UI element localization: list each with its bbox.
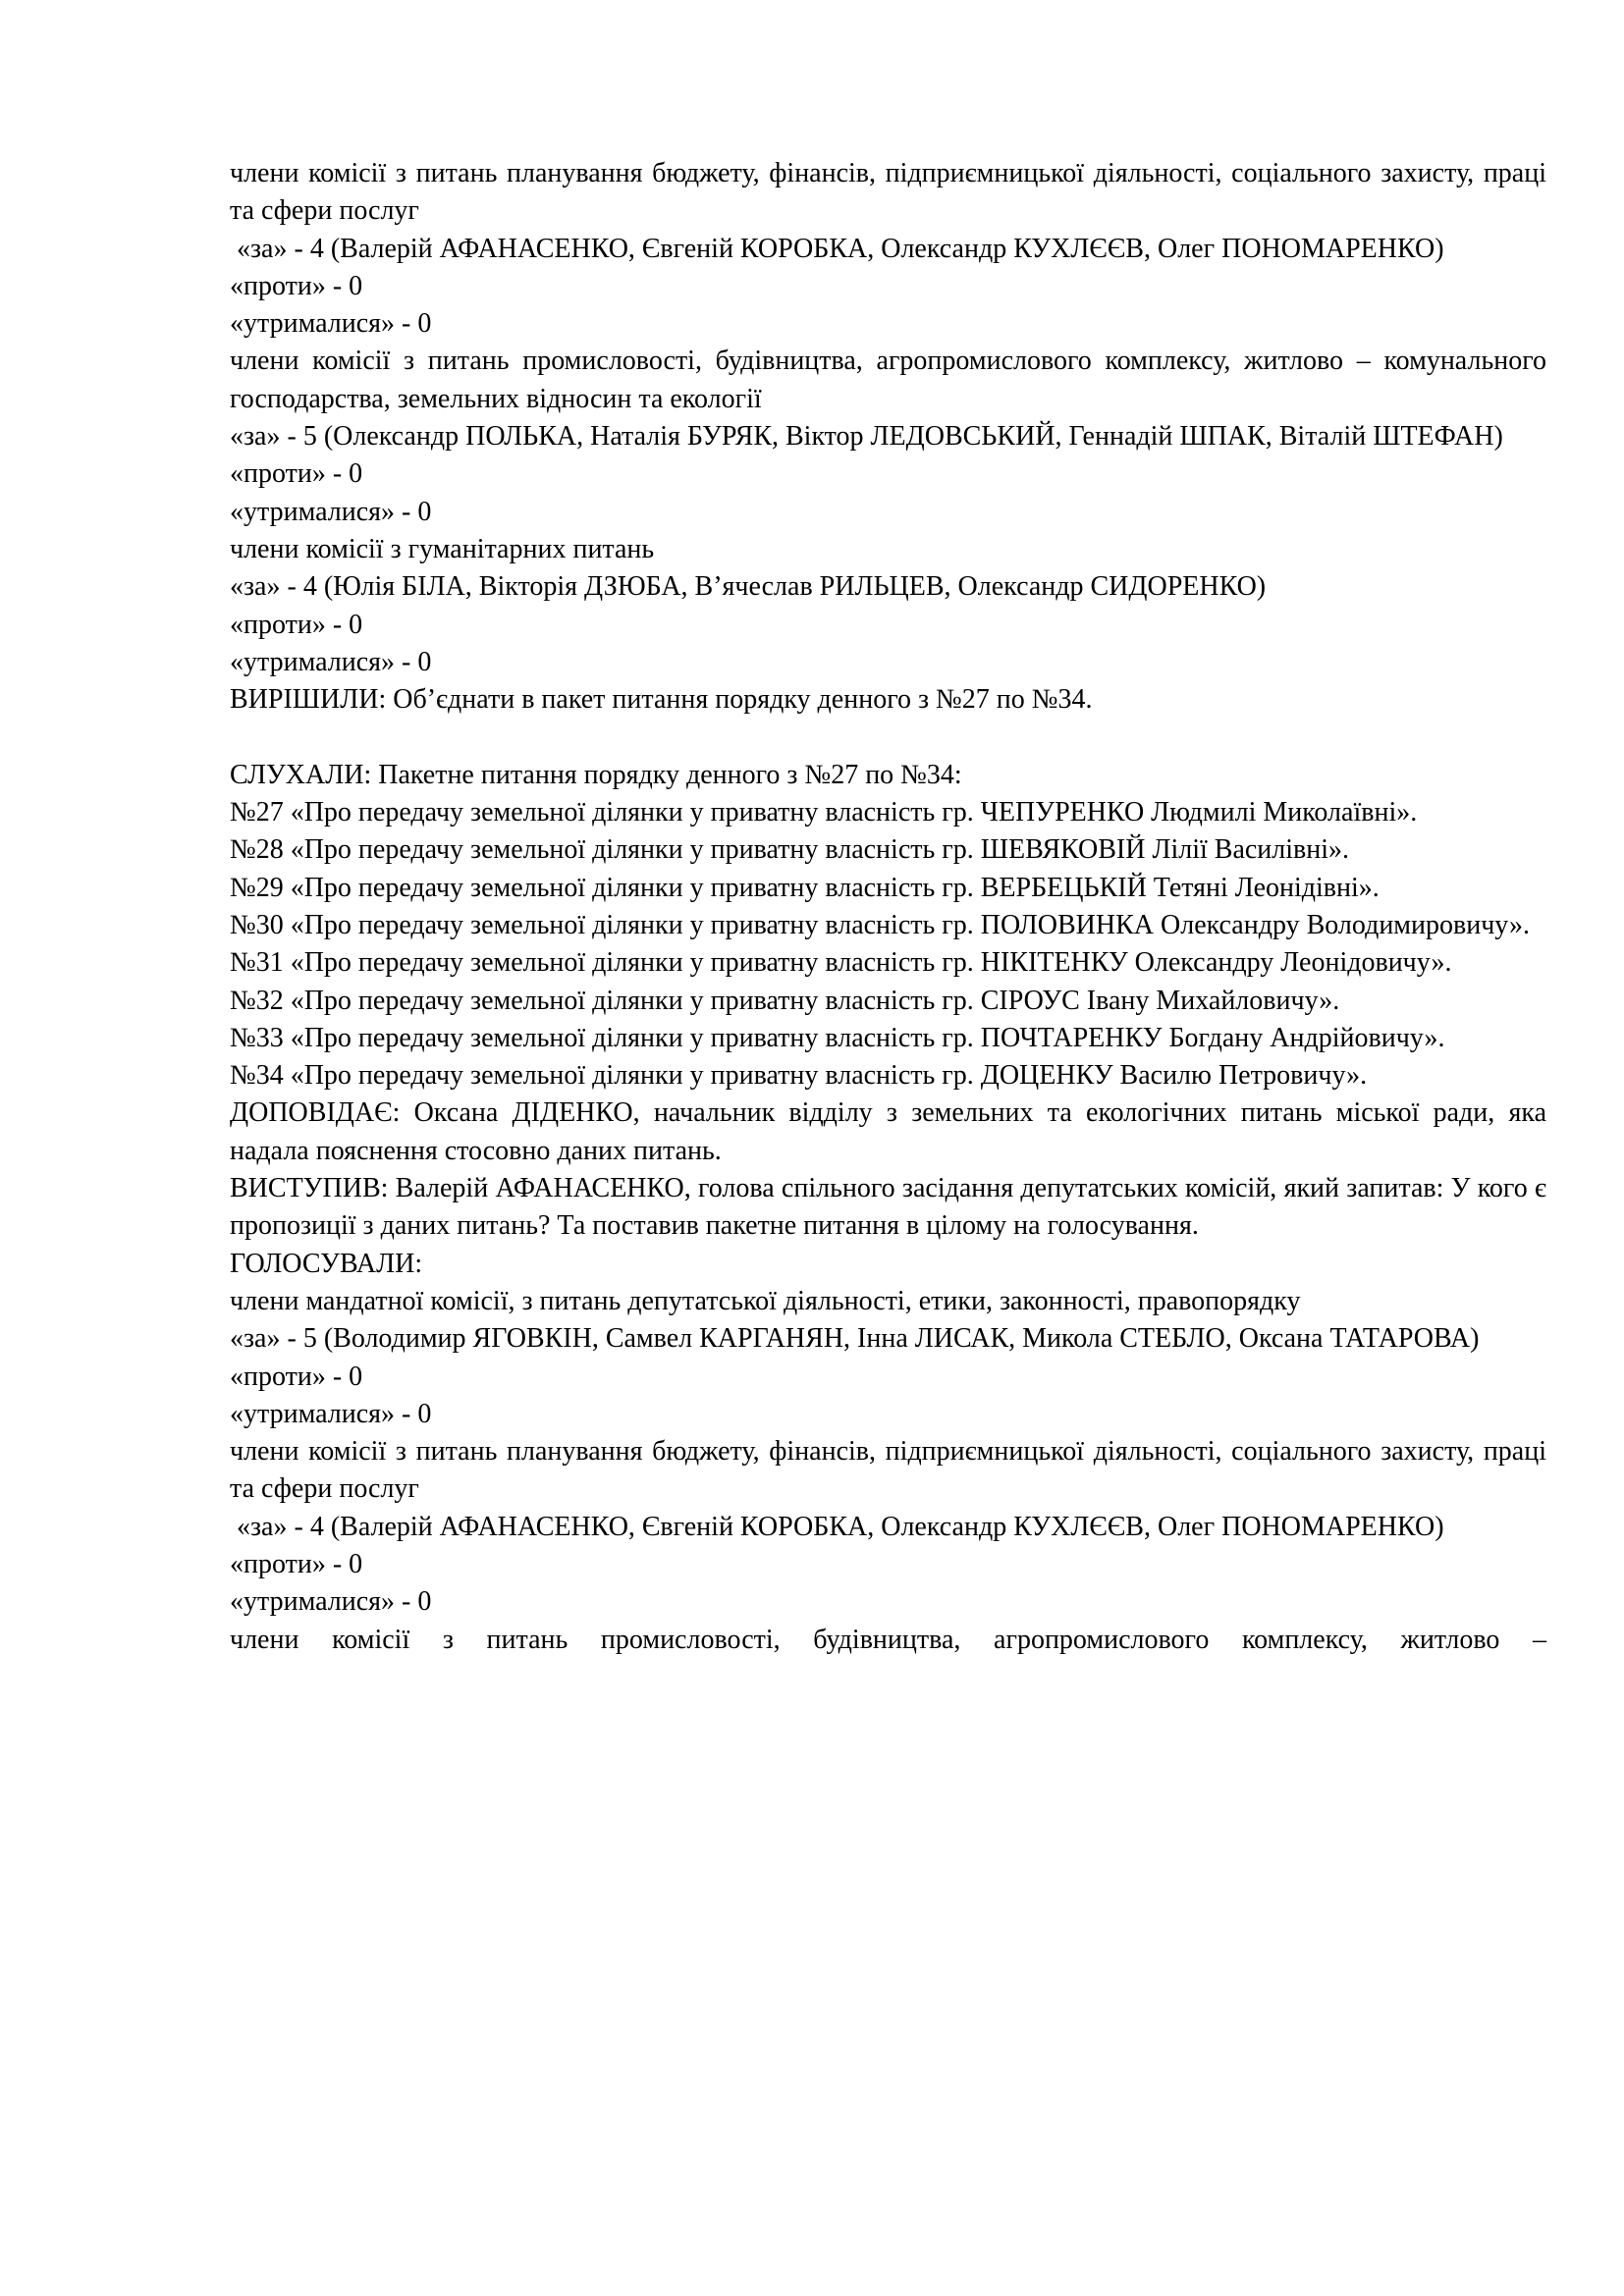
paragraph: «проти» - 0 [230, 458, 363, 490]
paragraph: ГОЛОСУВАЛИ: [230, 1248, 423, 1279]
paragraph: ВИСТУПИВ: Валерій АФАНАСЕНКО, голова спільного засідання депутатських комісій, який запитав: У кого є пропозиції з даних питань? Та поставив пакетне питання в цілому на голосування. [230, 1173, 1546, 1242]
paragraph: СЛУХАЛИ: Пакетне питання порядку денного з №27 по №34: [230, 759, 962, 790]
paragraph: члени комісії з питань планування бюджету, фінансів, підприємницької діяльності, соціального захисту, праці та сфери послуг [230, 158, 1546, 227]
paragraph: «за» - 4 (Юлія БІЛА, Вікторія ДЗЮБА, В’ячеслав РИЛЬЦЕВ, Олександр СИДОРЕНКО) [230, 571, 1267, 603]
paragraph: «за» - 4 (Валерій АФАНАСЕНКО, Євгеній КОРОБКА, Олександр КУХЛЄЄВ, Олег ПОНОМАРЕНКО) [230, 233, 1444, 264]
paragraph: «утрималися» - 0 [230, 496, 432, 527]
paragraph: ДОПОВІДАЄ: Оксана ДІДЕНКО, начальник відділу з земельних та екологічних питань міської ради, яка надала пояснення стосовно даних питань. [230, 1097, 1546, 1166]
paragraph: «за» - 5 (Олександр ПОЛЬКА, Наталія БУРЯК, Віктор ЛЕДОВСЬКИЙ, Геннадій ШПАК, Віталій ШТЕФАН) [230, 421, 1503, 453]
paragraph: №29 «Про передачу земельної ділянки у приватну власність гр. ВЕРБЕЦЬКІЙ Тетяні Леонідівні». [230, 872, 1380, 903]
paragraph: №32 «Про передачу земельної ділянки у приватну власність гр. СІРОУС Івану Михайловичу». [230, 985, 1340, 1016]
paragraph: члени комісії з питань промисловості, будівництва, агропромислового комплексу, житлово – комунального господарства, земельних відносин та екології [230, 346, 1546, 414]
paragraph: «утрималися» - 0 [230, 1398, 432, 1429]
paragraph: «проти» - 0 [230, 1361, 363, 1392]
paragraph: «проти» - 0 [230, 609, 363, 640]
paragraph: «проти» - 0 [230, 270, 363, 301]
blank-line [230, 719, 1546, 756]
paragraph: члени мандатної комісії, з питань депутатської діяльності, етики, законності, правопорядку [230, 1285, 1301, 1316]
paragraph: «за» - 5 (Володимир ЯГОВКІН, Самвел КАРГАНЯН, Інна ЛИСАК, Микола СТЕБЛО, Оксана ТАТАРОВА) [230, 1323, 1480, 1355]
paragraph: №31 «Про передачу земельної ділянки у приватну власність гр. НІКІТЕНКУ Олександру Леонідовичу». [230, 947, 1452, 979]
paragraph: члени комісії з гуманітарних питань [230, 533, 655, 564]
paragraph: №27 «Про передачу земельної ділянки у приватну власність гр. ЧЕПУРЕНКО Людмилі Миколаївні». [230, 797, 1418, 828]
paragraph: №34 «Про передачу земельної ділянки у приватну власність гр. ДОЦЕНКУ Василю Петровичу». [230, 1060, 1368, 1092]
protocol-text-block [230, 155, 1546, 1659]
paragraph: №28 «Про передачу земельної ділянки у приватну власність гр. ШЕВЯКОВІЙ Лілії Василівні». [230, 834, 1350, 866]
paragraph: ВИРІШИЛИ: Об’єднати в пакет питання порядку денного з №27 по №34. [230, 684, 1093, 716]
paragraph: №30 «Про передачу земельної ділянки у приватну власність гр. ПОЛОВИНКА Олександру Володимировичу». [230, 909, 1530, 940]
paragraph: «утрималися» - 0 [230, 646, 432, 677]
paragraph: члени комісії з питань промисловості, будівництва, агропромислового комплексу, житлово – [230, 1624, 1546, 1655]
paragraph: №33 «Про передачу земельної ділянки у приватну власність гр. ПОЧТАРЕНКУ Богдану Андрійовичу». [230, 1022, 1445, 1053]
paragraph: «за» - 4 (Валерій АФАНАСЕНКО, Євгеній КОРОБКА, Олександр КУХЛЄЄВ, Олег ПОНОМАРЕНКО) [230, 1511, 1444, 1542]
paragraph: «проти» - 0 [230, 1548, 363, 1579]
paragraph: «утрималися» - 0 [230, 1586, 432, 1618]
paragraph: члени комісії з питань планування бюджету, фінансів, підприємницької діяльності, соціального захисту, праці та сфери послуг [230, 1436, 1546, 1505]
paragraph: «утрималися» - 0 [230, 308, 432, 340]
